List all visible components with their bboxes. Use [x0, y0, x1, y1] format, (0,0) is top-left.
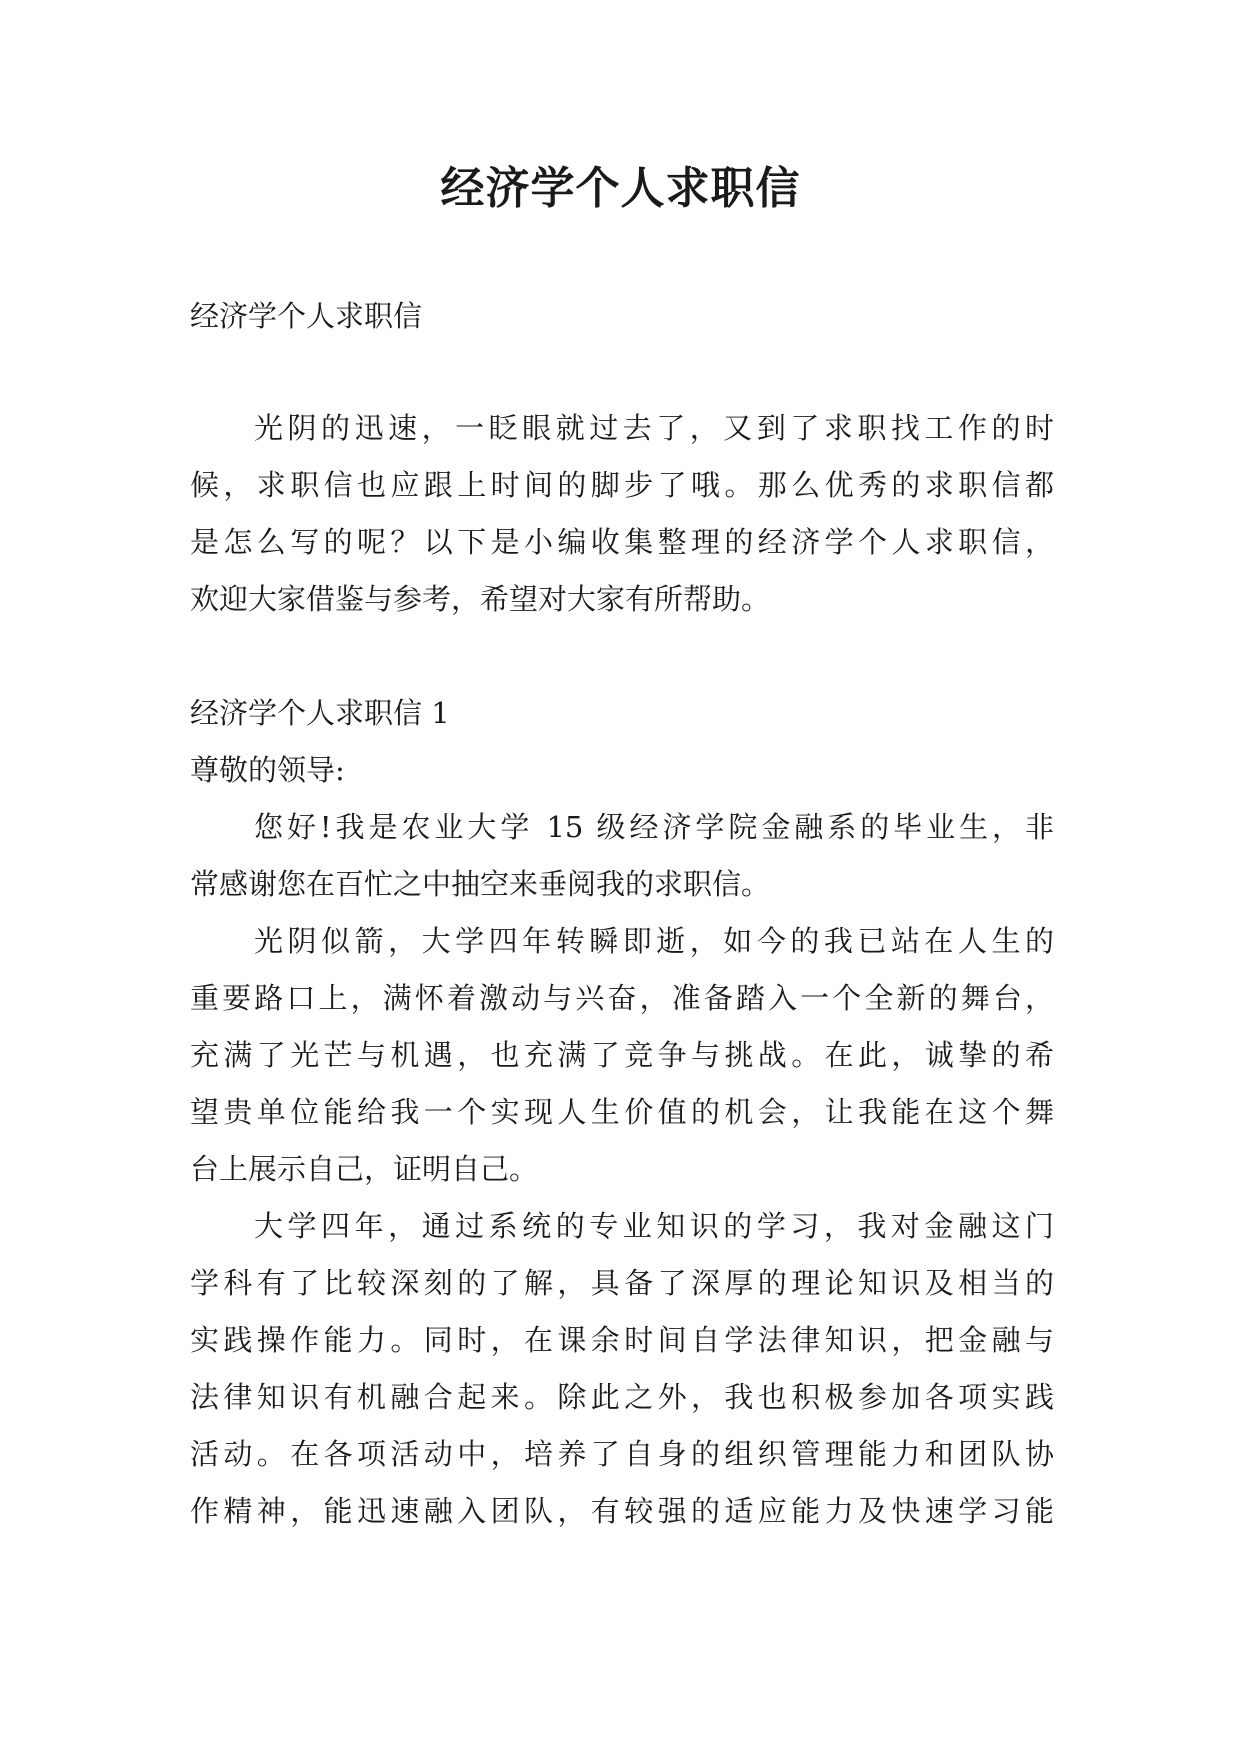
document-title: 经济学个人求职信 [440, 163, 801, 214]
paragraph-line: 台上展示自己，证明自己。 [190, 1152, 539, 1186]
paragraph-line: 重要路口上，满怀着激动与兴奋，准备踏入一个全新的舞台， [190, 981, 1054, 1015]
intro-line: 欢迎大家借鉴与参考，希望对大家有所帮助。 [190, 582, 771, 616]
paragraph-line: 常感谢您在百忙之中抽空来垂阅我的求职信。 [190, 867, 771, 901]
paragraph-line: 实践操作能力。同时，在课余时间自学法律知识，把金融与 [190, 1323, 1054, 1357]
paragraph-line: 大学四年，通过系统的专业知识的学习，我对金融这门 [254, 1209, 1054, 1243]
letter-heading: 经济学个人求职信 1 [190, 696, 450, 730]
document-subtitle: 经济学个人求职信 [190, 299, 423, 333]
salutation: 尊敬的领导: [190, 753, 345, 787]
paragraph-line: 学科有了比较深刻的了解，具备了深厚的理论知识及相当的 [190, 1266, 1054, 1300]
intro-line: 光阴的迅速，一眨眼就过去了，又到了求职找工作的时 [254, 411, 1054, 445]
paragraph-line: 您好!我是农业大学 15 级经济学院金融系的毕业生，非 [254, 810, 1054, 844]
intro-line: 是怎么写的呢？以下是小编收集整理的经济学个人求职信， [190, 525, 1054, 559]
intro-line: 候，求职信也应跟上时间的脚步了哦。那么优秀的求职信都 [190, 468, 1054, 502]
paragraph-line: 光阴似箭，大学四年转瞬即逝，如今的我已站在人生的 [254, 924, 1054, 958]
paragraph-line: 法律知识有机融合起来。除此之外，我也积极参加各项实践 [190, 1380, 1054, 1414]
paragraph-line: 望贵单位能给我一个实现人生价值的机会，让我能在这个舞 [190, 1095, 1054, 1129]
paragraph-line: 作精神，能迅速融入团队，有较强的适应能力及快速学习能 [190, 1494, 1054, 1528]
paragraph-line: 活动。在各项活动中，培养了自身的组织管理能力和团队协 [190, 1437, 1054, 1471]
paragraph-line: 充满了光芒与机遇，也充满了竞争与挑战。在此，诚挚的希 [190, 1038, 1054, 1072]
